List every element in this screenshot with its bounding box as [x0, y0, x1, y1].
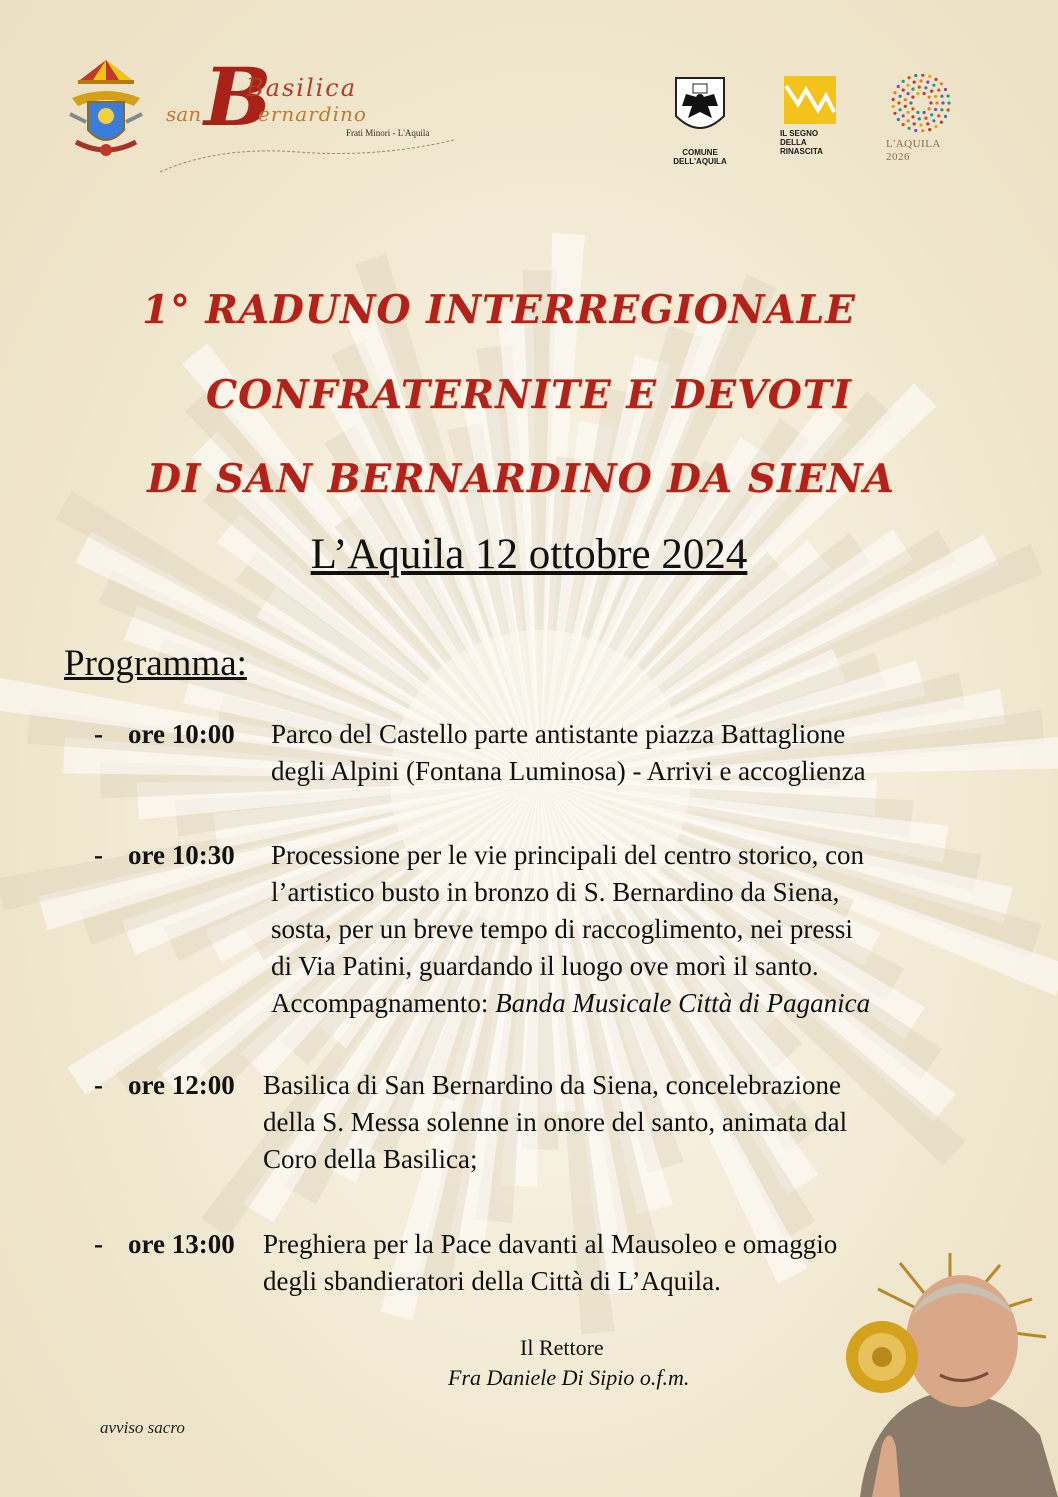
item-description	[263, 1067, 847, 1178]
logo-dot	[908, 127, 911, 130]
logo-dot	[934, 108, 937, 111]
logo-dot	[907, 111, 910, 114]
description-line: degli sbandieratori della Città di L’Aquila.	[263, 1266, 721, 1296]
logo-dot	[926, 81, 929, 84]
logo-dot	[913, 122, 916, 125]
logo-dot	[909, 101, 912, 104]
description-line: Preghiera per la Pace davanti al Mausoleo e omaggio	[263, 1229, 838, 1259]
logo-dot	[902, 89, 905, 92]
logo-subline: Frati Minori - L'Aquila	[346, 128, 430, 138]
signature-name: Fra Daniele Di Sipio o.f.m.	[448, 1365, 690, 1390]
logo-dot	[940, 121, 943, 124]
logo-dot	[907, 119, 910, 122]
aquila-label-2: 2026	[886, 151, 910, 163]
title-line-1: 1° RADUNO INTERREGIONALE	[142, 287, 856, 333]
description-line-final	[271, 985, 870, 1022]
logo-dot	[940, 95, 943, 98]
logo-dot	[932, 84, 935, 87]
logo-dot	[893, 91, 896, 94]
logo-dot	[944, 88, 947, 91]
title-line-3: DI SAN BERNARDINO DA SIENA	[147, 456, 895, 502]
logo-dot	[941, 101, 944, 104]
logo-dot	[916, 92, 919, 95]
logo-dot	[928, 96, 931, 99]
logo-dot	[911, 115, 914, 118]
logo-san-text: san	[166, 102, 202, 126]
item-time: ore 13:00	[128, 1229, 235, 1259]
logo-big-letter: B	[204, 50, 272, 144]
logo-dot	[893, 112, 896, 115]
logo-dot	[919, 79, 922, 82]
basilica-san-bernardino-logo	[158, 50, 468, 176]
item-dash: -	[94, 1070, 103, 1100]
yellow-zigzag-logo-icon	[784, 76, 836, 124]
programma-heading: Programma:	[64, 643, 247, 684]
dotted-circle-logo-icon	[891, 74, 951, 132]
logo-dot	[923, 111, 926, 114]
description-line: Parco del Castello parte antistante piazza Battaglione	[271, 719, 846, 749]
logo-dot	[934, 125, 937, 128]
accompaniment-label: Accompagnamento:	[271, 988, 496, 1018]
description-line: l’artistico busto in bronzo di S. Bernardino da Siena,	[271, 877, 840, 907]
item-dash: -	[94, 1229, 103, 1259]
logo-dot	[902, 123, 905, 126]
logo-dot	[924, 86, 927, 89]
logo-bernardino-text: ernardino	[258, 102, 367, 126]
description-line: sosta, per un breve tempo di raccoglimento, nei pressi	[271, 914, 853, 944]
footer-note: avviso sacro	[100, 1418, 185, 1437]
logo-dot	[947, 94, 950, 97]
logo-dot	[937, 114, 940, 117]
logo-dot	[907, 92, 910, 95]
item-description	[271, 837, 870, 1022]
item-time: ore 10:30	[128, 840, 235, 870]
logo-dot	[940, 82, 943, 85]
logo-dot	[914, 74, 917, 77]
item-time: ore 10:00	[128, 719, 235, 749]
description-line: Processione per le vie principali del centro storico, con	[271, 840, 865, 870]
logo-dot	[947, 101, 950, 104]
signature-role: Il Rettore	[520, 1335, 604, 1360]
logo-dot	[911, 107, 914, 110]
logo-dot	[932, 119, 935, 122]
logo-dot	[934, 95, 937, 98]
logo-dot	[940, 108, 943, 111]
logo-dot	[904, 105, 907, 108]
logo-dot	[897, 118, 900, 121]
logo-dot	[947, 108, 950, 111]
description-line: della S. Messa solenne in onore del santo, animata dal	[263, 1107, 848, 1137]
logo-dot	[928, 107, 931, 110]
item-dash: -	[94, 840, 103, 870]
logo-dot	[929, 101, 932, 104]
event-date: L’Aquila 12 ottobre 2024	[310, 531, 748, 578]
item-description	[271, 716, 866, 790]
description-line: degli Alpini (Fontana Luminosa) - Arrivi e accoglienza	[271, 756, 866, 786]
logo-dot	[904, 98, 907, 101]
logo-basilica-text: Basilica	[246, 74, 358, 102]
eagle-shield-icon	[674, 76, 726, 140]
logo-dot	[897, 101, 900, 104]
logo-dot	[913, 81, 916, 84]
title-line-2: CONFRATERNITE E DEVOTI	[206, 372, 852, 418]
band-name: Banda Musicale Città di Paganica	[495, 988, 871, 1018]
logo-dot	[930, 113, 933, 116]
logo-dot	[916, 111, 919, 114]
logo-dot	[918, 86, 921, 89]
aquila-2026-logo	[886, 74, 956, 163]
logo-dot	[892, 105, 895, 108]
logo-dot	[902, 114, 905, 117]
logo-dot	[908, 76, 911, 79]
franciscan-coat-of-arms-icon	[62, 58, 150, 166]
logo-dot	[907, 84, 910, 87]
segno-rinascita-logo	[780, 76, 840, 156]
logo-dot	[937, 89, 940, 92]
logo-dot	[944, 115, 947, 118]
item-dash: -	[94, 719, 103, 749]
logo-dot	[928, 75, 931, 78]
logo-dot	[924, 117, 927, 120]
logo-dot	[919, 123, 922, 126]
logo-dot	[899, 108, 902, 111]
description-line: Coro della Basilica;	[263, 1144, 478, 1174]
segno-label-3: RINASCITA	[780, 147, 823, 156]
logo-dot	[926, 122, 929, 125]
logo-dot	[899, 95, 902, 98]
comune-label: COMUNE DELL'AQUILA	[673, 148, 727, 166]
logo-swash-icon	[158, 136, 458, 176]
logo-dot	[911, 96, 914, 99]
logo-dot	[923, 92, 926, 95]
logo-dot	[902, 80, 905, 83]
description-line: di Via Patini, guardando il luogo ove morì il santo.	[271, 951, 819, 981]
logo-dot	[892, 98, 895, 101]
san-bernardino-portrait-icon	[800, 1245, 1058, 1497]
logo-dot	[914, 129, 917, 132]
item-time: ore 12:00	[128, 1070, 235, 1100]
logo-dot	[930, 90, 933, 93]
segno-label-1: IL SEGNO	[780, 129, 819, 138]
comune-aquila-logo	[660, 76, 740, 166]
description-line: Basilica di San Bernardino da Siena, concelebrazione	[263, 1070, 842, 1100]
aquila-label-1: L'AQUILA	[886, 138, 941, 150]
logo-dot	[911, 88, 914, 91]
logo-dot	[934, 78, 937, 81]
logo-dot	[897, 85, 900, 88]
logo-dot	[918, 117, 921, 120]
item-description	[263, 1226, 837, 1300]
logo-dot	[935, 101, 938, 104]
logo-dot	[921, 129, 924, 132]
logo-dot	[928, 128, 931, 131]
logo-dot	[921, 74, 924, 77]
segno-label-2: DELLA	[780, 138, 807, 147]
